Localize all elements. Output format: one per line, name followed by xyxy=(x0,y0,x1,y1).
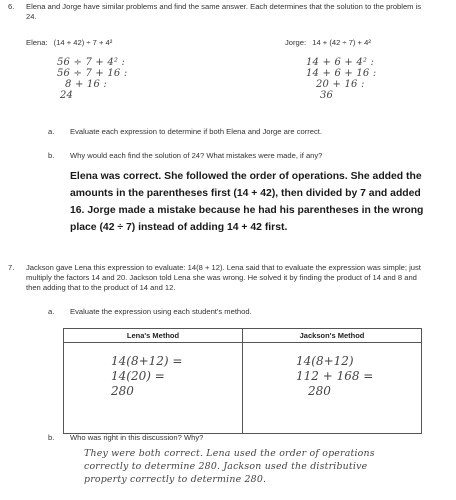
jorge-label: Jorge: xyxy=(285,38,307,47)
elena-expression xyxy=(26,38,112,48)
q7a-text: Evaluate the expression using each student's method. xyxy=(70,307,252,316)
jorge-work xyxy=(306,57,376,101)
lena-work-line: 14(8+12) = xyxy=(111,354,183,368)
q6-answer: Elena was correct. She followed the order of operations. She added the amounts in the parentheses first (14 + 42), then divided by 7 and added 16. Jorge made a mistake because he had his parentheses in the wrong place (42 ÷ 7) instead of adding 14 + 42 first. xyxy=(70,171,424,233)
q7b-letter: b. xyxy=(48,433,55,442)
q7-answer-line: property correctly to determine 280. xyxy=(84,474,267,485)
jackson-method-header: Jackson's Method xyxy=(243,329,422,343)
jackson-method-cell xyxy=(243,343,422,434)
jackson-work-line: 112 + 168 = xyxy=(296,369,374,383)
elena-work-line: 24 xyxy=(60,90,74,101)
q6-number: 6. xyxy=(8,2,15,11)
jorge-expr: 14 + (42 ÷ 7) + 4² xyxy=(312,38,371,47)
q6a-letter: a. xyxy=(48,127,55,136)
table-row xyxy=(64,343,422,434)
lena-work-line: 14(20) = xyxy=(111,369,165,383)
lena-work-line: 280 xyxy=(111,384,134,398)
methods-table xyxy=(63,328,422,434)
jorge-work-line: 14 + 6 + 4² : xyxy=(306,57,375,68)
q7b-text: Who was right in this discussion? Why? xyxy=(70,433,204,442)
q7-answer-line: correctly to determine 280. Jackson used the distributive xyxy=(84,461,368,472)
elena-label: Elena: xyxy=(26,38,48,47)
q6-prompt: Elena and Jorge have similar problems and find the same answer. Each determines that the solution to the problem is 24. xyxy=(26,2,422,21)
q7-answer-line: They were both correct. Lena used the order of operations xyxy=(84,448,375,459)
jackson-work-line: 280 xyxy=(308,384,331,398)
lena-method-header: Lena's Method xyxy=(64,329,243,343)
q7-prompt: Jackson gave Lena this expression to evaluate: 14(8 + 12). Lena said that to evaluate the expression was simple; just multiply the factors 14 and 20. Jackson told Lena she was wrong. He solved it by finding the product of 14 and 8 and then adding that to the product of 14 and 12. xyxy=(26,263,421,292)
lena-method-cell xyxy=(64,343,243,434)
q6b-text: Why would each find the solution of 24? What mistakes were made, if any? xyxy=(70,151,323,160)
elena-work-line: 56 ÷ 7 + 16 : xyxy=(57,68,128,79)
q6a-text: Evaluate each expression to determine if both Elena and Jorge are correct. xyxy=(70,127,323,136)
q6b-letter: b. xyxy=(48,151,55,160)
elena-expr: (14 + 42) ÷ 7 + 4² xyxy=(53,38,113,47)
jorge-work-line: 14 + 6 + 16 : xyxy=(306,68,377,79)
q7-number: 7. xyxy=(8,263,15,272)
jackson-work-line: 14(8+12) xyxy=(296,354,354,368)
elena-work-line: 56 ÷ 7 + 4² : xyxy=(57,57,126,68)
table-header-row xyxy=(64,329,422,343)
jorge-expression xyxy=(285,38,371,48)
q7-answer xyxy=(84,447,444,486)
jorge-work-line: 20 + 16 : xyxy=(316,79,365,90)
elena-work xyxy=(57,57,127,101)
jorge-work-line: 36 xyxy=(320,90,334,101)
q7a-letter: a. xyxy=(48,307,55,316)
elena-work-line: 8 + 16 : xyxy=(65,79,107,90)
